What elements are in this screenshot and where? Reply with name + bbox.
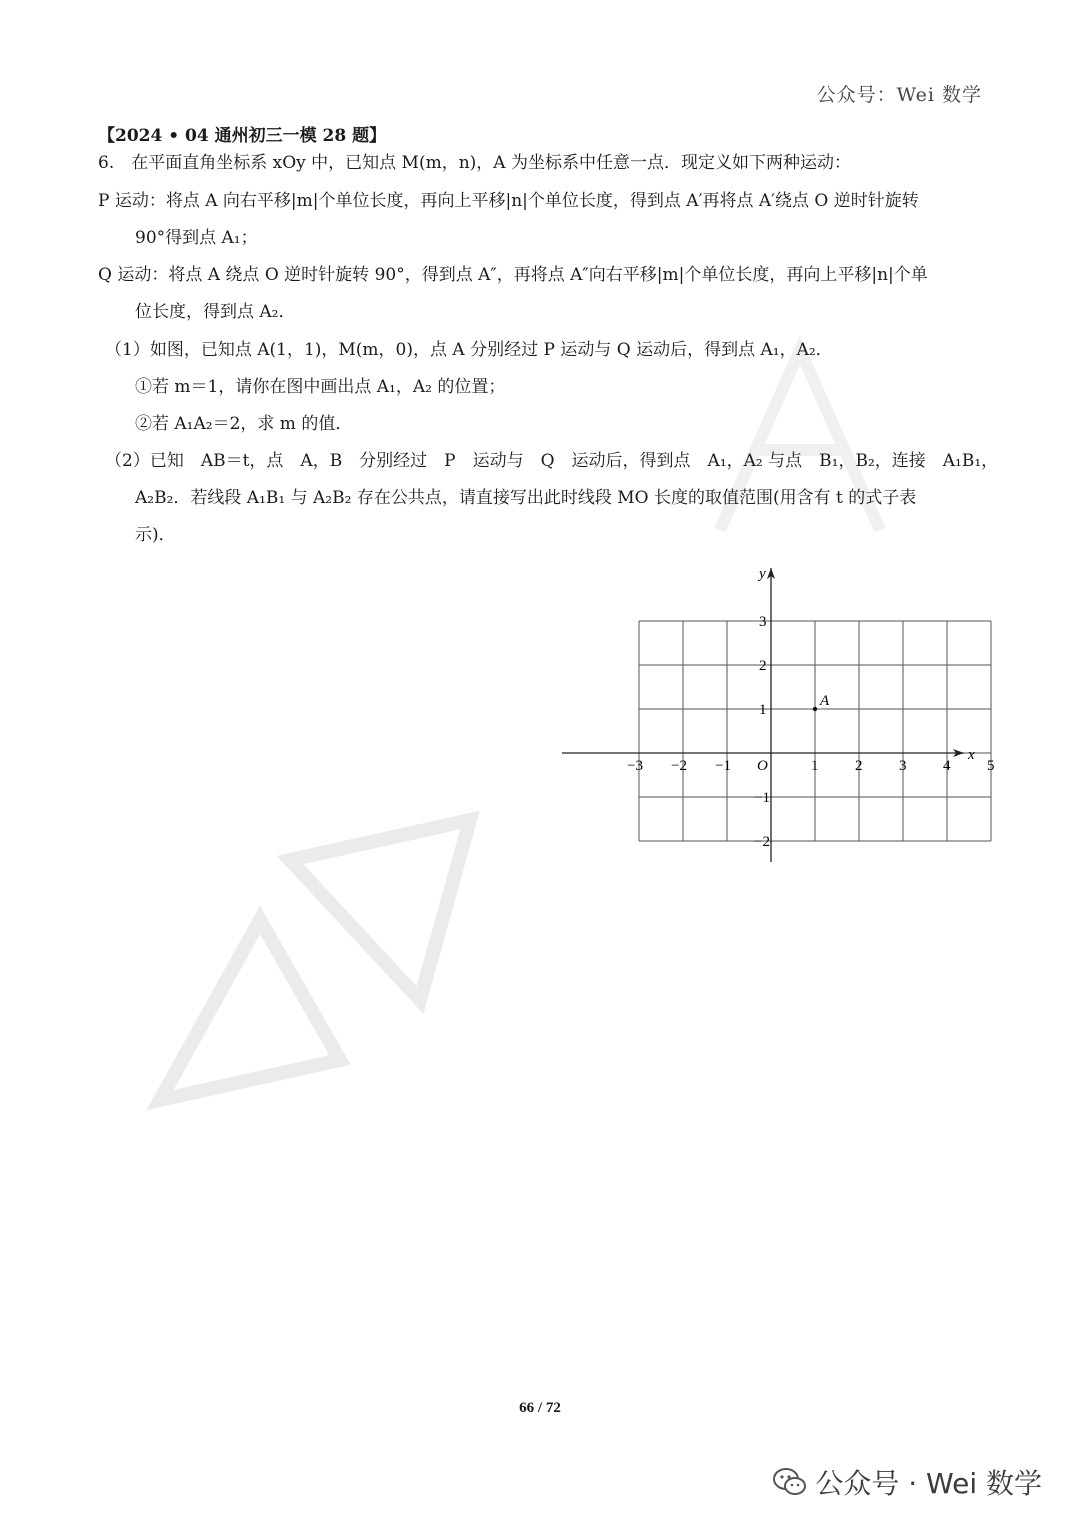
tick-labels bbox=[627, 614, 995, 850]
x-tick-label: −3 bbox=[627, 758, 643, 774]
part-2-question: （2）已知 AB＝t，点 A，B 分别经过 P 运动与 Q 运动后，得到点 A₁，A₂ 与点 B₁，B₂，连接 A₁B₁， bbox=[105, 451, 999, 471]
x-tick-label: 5 bbox=[987, 758, 995, 774]
origin-label: O bbox=[757, 758, 768, 774]
x-tick-label: −1 bbox=[715, 758, 731, 774]
background-watermark-icon bbox=[140, 800, 500, 1160]
problem-source: 【2024 • 04 通州初三一模 28 题】 bbox=[98, 126, 387, 146]
y-tick-label: 1 bbox=[759, 702, 767, 718]
background-watermark-icon bbox=[700, 330, 900, 550]
part-2-question-cont: A₂B₂．若线段 A₁B₁ 与 A₂B₂ 存在公共点，请直接写出此时线段 MO 长度的取值范围(用含有 t 的式子表 bbox=[135, 488, 917, 508]
q-motion-definition: Q 运动：将点 A 绕点 O 逆时针旋转 90°，得到点 A″，再将点 A″向右平移|m|个单位长度，再向上平移|n|个单 bbox=[98, 265, 928, 285]
x-tick-label: 1 bbox=[811, 758, 819, 774]
problem-statement: 6. 在平面直角坐标系 xOy 中，已知点 M(m，n)，A 为坐标系中任意一点．现定义如下两种运动： bbox=[98, 153, 851, 173]
x-tick-label: −2 bbox=[671, 758, 687, 774]
coordinate-grid-figure bbox=[550, 560, 995, 870]
y-axis-label: y bbox=[759, 566, 766, 582]
y-tick-label: 3 bbox=[759, 614, 767, 630]
grid-lines bbox=[639, 621, 991, 841]
wechat-icon bbox=[773, 1467, 807, 1497]
axes bbox=[562, 566, 975, 862]
x-tick-label: 3 bbox=[899, 758, 907, 774]
x-axis-label: x bbox=[968, 747, 975, 763]
part-1-question: （1）如图，已知点 A(1，1)，M(m，0)，点 A 分别经过 P 运动与 Q 运动后，得到点 A₁，A₂． bbox=[105, 340, 833, 360]
x-tick-label: 4 bbox=[943, 758, 951, 774]
x-tick-label: 2 bbox=[855, 758, 863, 774]
header-watermark-text: 公众号：Wei 数学 bbox=[816, 84, 982, 106]
point-a-label: A bbox=[820, 693, 830, 709]
y-tick-label: 2 bbox=[759, 658, 767, 674]
part-1-subquestion-a: ①若 m＝1，请你在图中画出点 A₁，A₂ 的位置； bbox=[135, 377, 506, 397]
p-motion-definition-cont: 90°得到点 A₁； bbox=[135, 228, 258, 248]
part-1-subquestion-b: ②若 A₁A₂＝2，求 m 的值． bbox=[135, 414, 353, 434]
part-2-question-end: 示)． bbox=[135, 525, 176, 545]
p-motion-definition: P 运动：将点 A 向右平移|m|个单位长度，再向上平移|n|个单位长度，得到点 A′再将点 A′绕点 O 逆时针旋转 bbox=[98, 191, 919, 211]
footer-text: 公众号 · Wei 数学 bbox=[815, 1467, 1042, 1500]
point-a-marker bbox=[813, 707, 817, 711]
page-number: 66 / 72 bbox=[519, 1400, 561, 1416]
q-motion-definition-cont: 位长度，得到点 A₂． bbox=[135, 302, 296, 322]
y-tick-label: −1 bbox=[754, 790, 770, 806]
footer-watermark bbox=[773, 1462, 1042, 1502]
y-tick-label: −2 bbox=[754, 834, 770, 850]
